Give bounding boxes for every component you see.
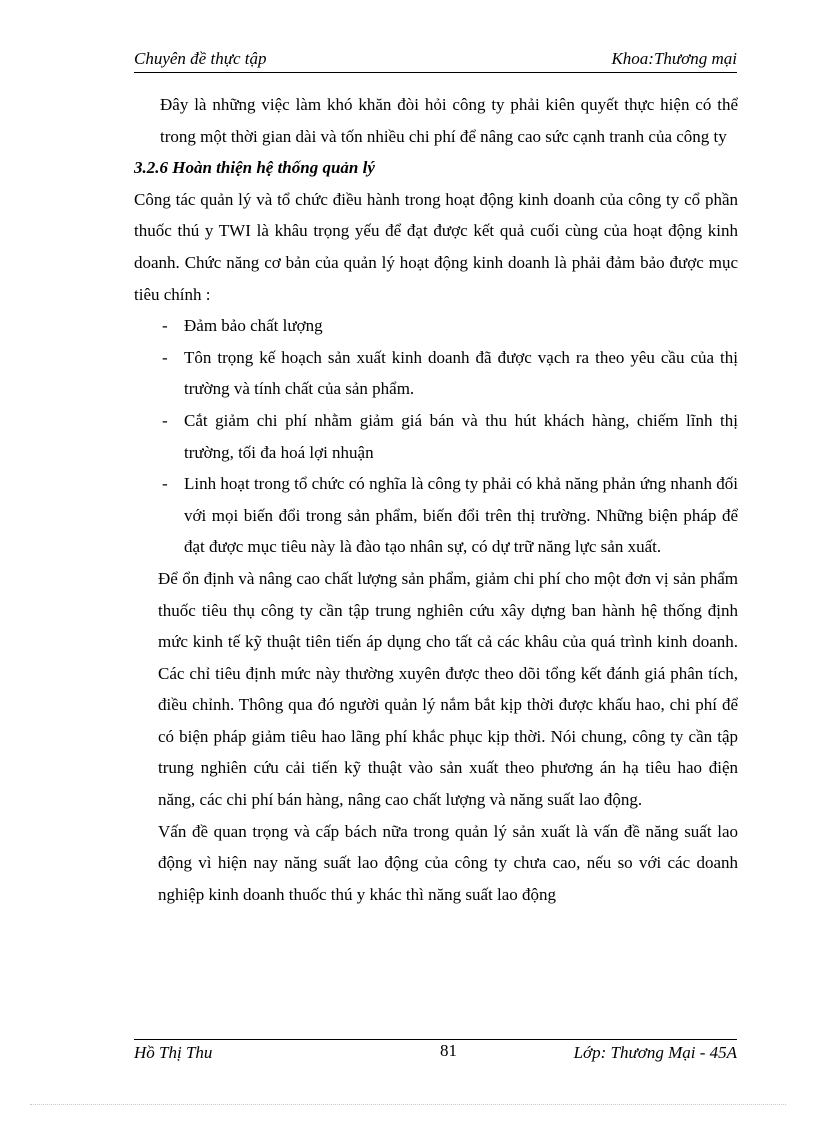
list-item (134, 342, 738, 405)
section-heading: 3.2.6 Hoàn thiện hệ thống quản lý (134, 158, 375, 178)
list-item-text: Cắt giảm chi phí nhằm giảm giá bán và thu hút khách hàng, chiếm lĩnh thị trường, tối đa hoá lợi nhuận (184, 410, 738, 462)
header-faculty: Khoa:Thương mại (611, 49, 737, 68)
header-divider (134, 72, 737, 73)
body-paragraph-1: Công tác quản lý và tổ chức điều hành trong hoạt động kinh doanh của công ty cổ phần thuốc thú y TWI là khâu trọng yếu để đạt được kết quả cuối cùng của hoạt động kinh doanh. Chức năng cơ bản của quản lý hoạt động kinh doanh là phải đảm bảo được mục tiêu chính : (134, 189, 738, 304)
bullet-dash: - (162, 316, 168, 336)
page-number: 81 (440, 1041, 457, 1060)
intro-paragraph: Đây là những việc làm khó khăn đòi hỏi công ty phải kiên quyết thực hiện có thể trong một thời gian dài và tốn nhiều chi phí để nâng cao sức cạnh tranh của công ty (160, 95, 738, 146)
header-report-title: Chuyên đề thực tập (134, 49, 267, 68)
body-paragraph-2: Để ổn định và nâng cao chất lượng sản phẩm, giảm chi phí cho một đơn vị sản phẩm thuốc tiêu thụ công ty cần tập trung nghiên cứu xây dựng ban hành hệ thống định mức kinh tế kỹ thuật tiên tiến áp dụng cho tất cả các khâu của quá trình kinh doanh. Các chỉ tiêu định mức này thường xuyên được theo dõi tổng kết đánh giá phân tích, điều chỉnh. Thông qua đó người quản lý nắm bắt kịp thời được khấu hao, chi phí để có biện pháp giảm tiêu hao lãng phí khắc phục kịp thời. Nói chung, công ty cần tập trung nghiên cứu cải tiến kỹ thuật vào sản xuất theo phương án hạ tiêu hao điện năng, các chi phí bán hàng, nâng cao chất lượng và năng suất lao động. (158, 568, 738, 810)
page-footer (134, 1041, 737, 1067)
page-edge-dotted-line (30, 1104, 786, 1105)
list-item (134, 405, 738, 468)
list-item-text: Tôn trọng kế hoạch sản xuất kinh doanh đã được vạch ra theo yêu cầu của thị trường và tính chất của sản phẩm. (184, 347, 738, 399)
footer-divider (134, 1039, 737, 1040)
list-item (134, 310, 738, 342)
bullet-dash: - (162, 474, 168, 494)
page-body (134, 89, 738, 910)
footer-author: Hồ Thị Thu (134, 1043, 213, 1062)
footer-class: Lớp: Thương Mại - 45A (573, 1043, 737, 1062)
bullet-dash: - (162, 410, 168, 430)
list-item (134, 468, 738, 563)
body-paragraph-3: Vấn đề quan trọng và cấp bách nữa trong quản lý sản xuất là vấn đề năng suất lao động vì hiện nay năng suất lao động của công ty chưa cao, nếu so với các doanh nghiệp kinh doanh thuốc thú y khác thì năng suất lao động (158, 821, 738, 904)
objectives-list (134, 310, 738, 563)
list-item-text: Đảm bảo chất lượng (184, 316, 323, 336)
list-item-text: Linh hoạt trong tổ chức có nghĩa là công ty phải có khả năng phản ứng nhanh đối với mọi biến đổi trong sản phẩm, biến đổi trên thị trường. Những biện pháp để đạt được mục tiêu này là đào tạo nhân sự, có dự trữ năng lực sản xuất. (184, 474, 738, 557)
bullet-dash: - (162, 347, 168, 367)
page-header (134, 49, 737, 73)
